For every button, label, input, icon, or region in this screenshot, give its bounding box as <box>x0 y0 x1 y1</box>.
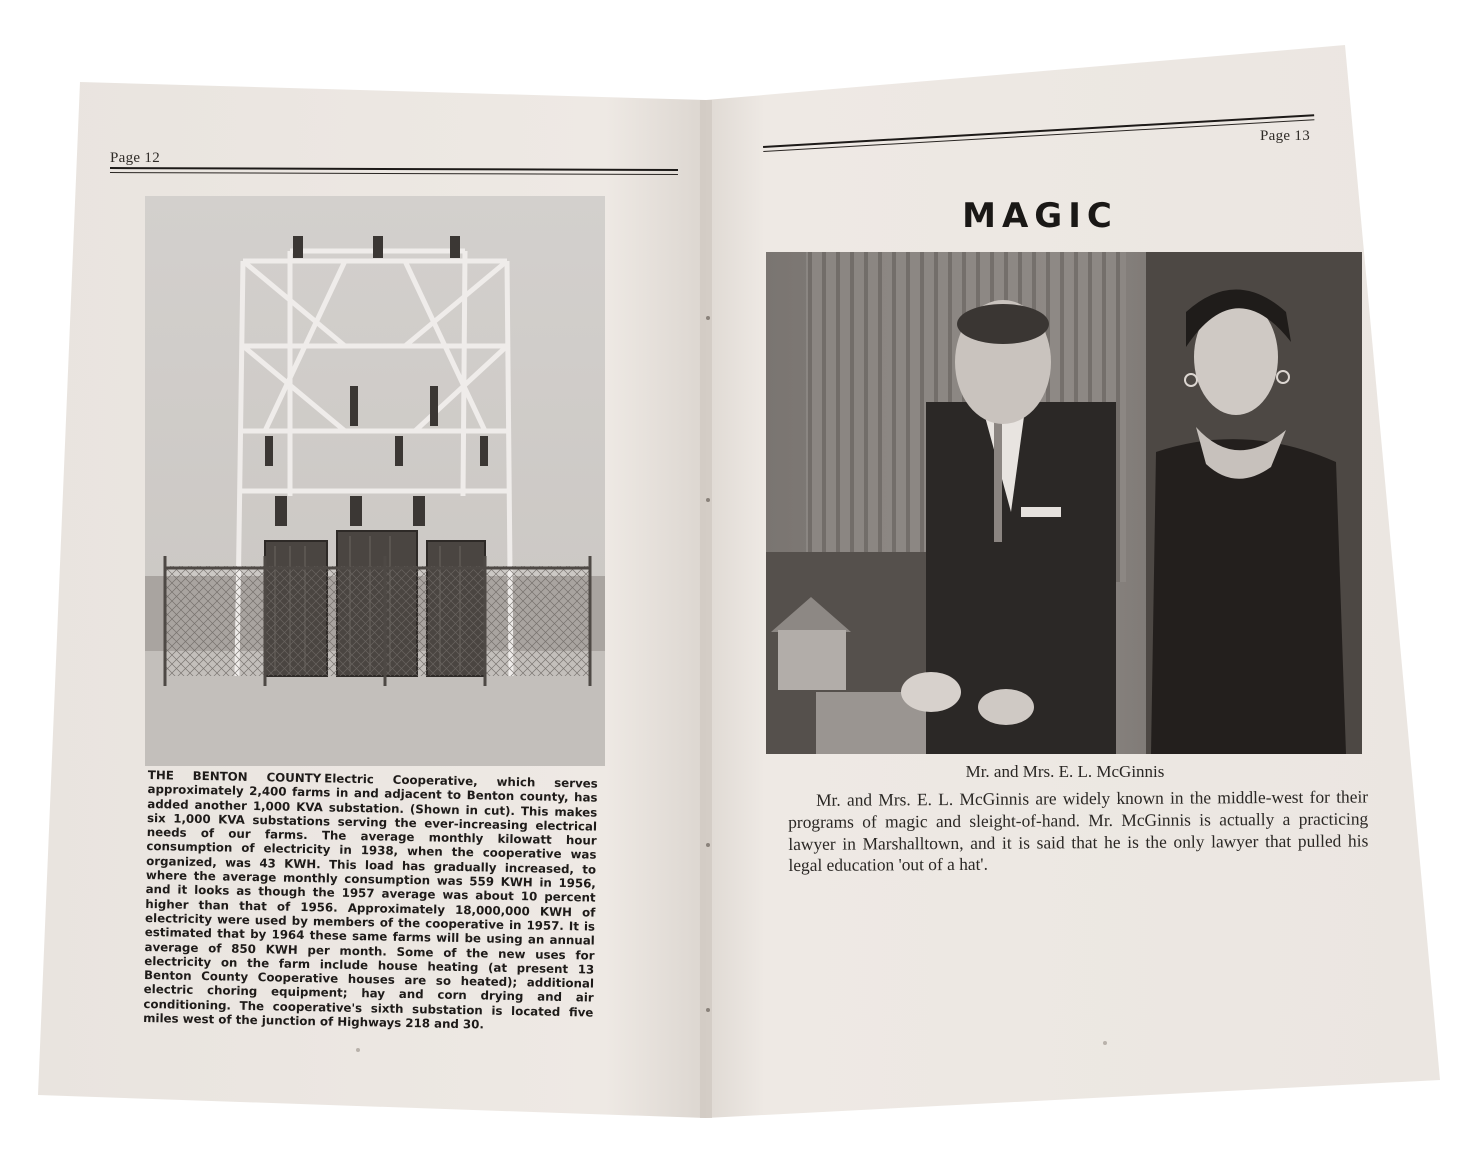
magic-story: Mr. and Mrs. E. L. McGinnis are widely known in the middle-west for their programs of magic and sleight-of-hand. Mr. McGinnis is actually a practicing lawyer in Marshalltown, and it is said that he is the only lawyer that pulled his legal education 'out of a hat'. <box>788 786 1369 876</box>
left-page-number: Page 12 <box>110 150 161 166</box>
gutter-shadow <box>700 100 712 1118</box>
caption-lead: THE BENTON COUNTY <box>147 768 322 786</box>
photo-caption: Mr. and Mrs. E. L. McGinnis <box>965 762 1165 781</box>
substation-caption <box>143 768 598 1034</box>
right-page-number: Page 13 <box>1260 128 1311 144</box>
caption-body: Electric Cooperative, which serves approximately 2,400 farms in and adjacent to Benton county, has added another 1,000 KVA substation. (Shown in cut). This makes six 1,000 KVA substations serving the ever-increasing electrical needs of our farms. The average monthly kilowatt hour consumption of electricity in 1938, when the cooperative was organized, was 43 KWH. This load has gradually increased, to where the average monthly consumption was 559 KWH in 1956, and it looks as though the 1957 average was about 10 percent higher than that of 1956. Approximately 18,000,000 KWH of electricity were used by members of the cooperative in 1957. It is estimated that by 1964 these same farms will be using an annual average of 850 KWH per month. Some of the new uses for electricity on the farm include house heating (at present 13 Benton County Cooperative houses are so heated); additional electric choring equipment; hay and corn drying and air conditioning. The cooperative's sixth substation is located five miles west of the junction of Highways 218 and 30. <box>143 771 598 1032</box>
couple-photo <box>766 252 1362 754</box>
substation-photo <box>145 196 605 766</box>
page-title: MAGIC <box>962 196 1118 236</box>
